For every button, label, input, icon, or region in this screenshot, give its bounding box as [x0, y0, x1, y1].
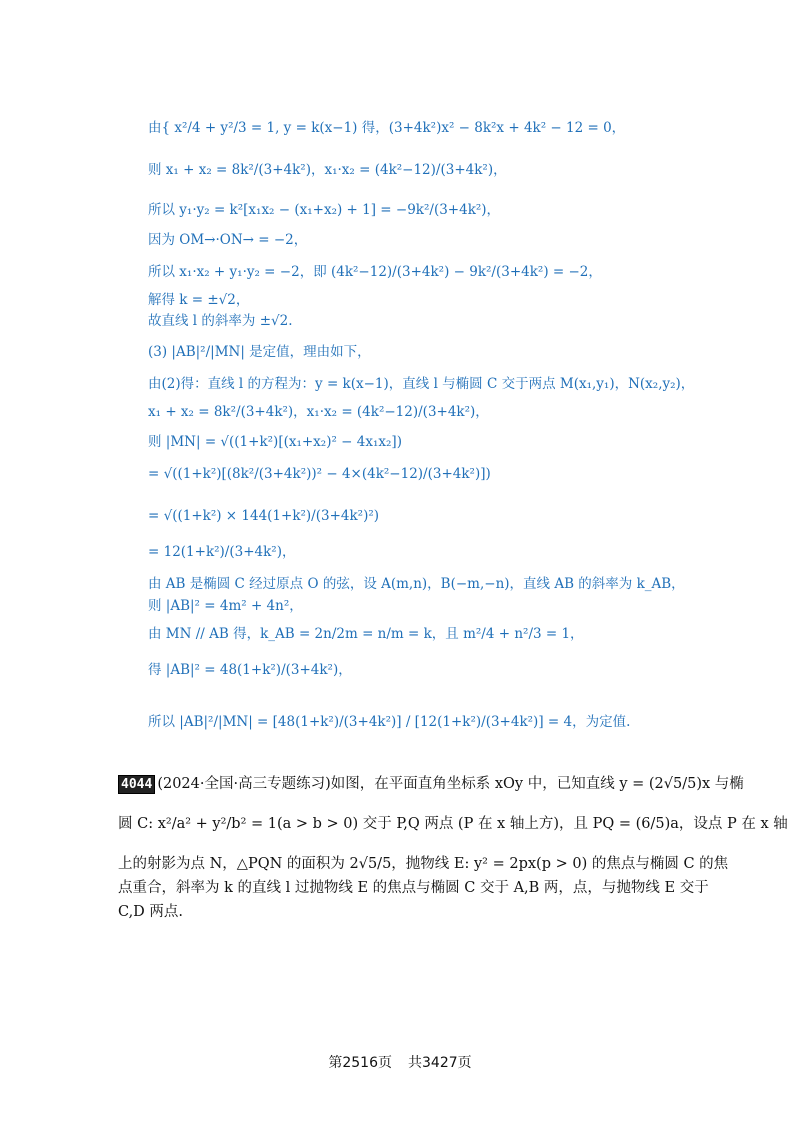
- solution-line: 解得 k = ±√2，: [148, 292, 250, 308]
- total-pages: 共3427页: [408, 1055, 472, 1071]
- solution-line: 故直线 l 的斜率为 ±√2.: [148, 313, 293, 329]
- problem-line: 点重合，斜率为 k 的直线 l 过抛物线 E 的焦点与椭圆 C 交于 A,B 两，点，与抛物线 E 交于: [118, 880, 709, 896]
- solution-line: = 12(1+k²)/(3+4k²)，: [148, 544, 296, 560]
- solution-line: 由(2)得：直线 l 的方程为：y = k(x−1)，直线 l 与椭圆 C 交于两点 M(x₁,y₁)，N(x₂,y₂)，: [148, 376, 695, 392]
- solution-line: 则 x₁ + x₂ = 8k²/(3+4k²)，x₁·x₂ = (4k²−12)/(3+4k²)，: [148, 162, 507, 178]
- solution-line: 由{ x²/4 + y²/3 = 1, y = k(x−1) 得，(3+4k²)x² − 8k²x + 4k² − 12 = 0，: [148, 120, 626, 136]
- problem-line: [118, 772, 744, 796]
- solution-line: = √((1+k²)[(8k²/(3+4k²))² − 4×(4k²−12)/(3+4k²)]): [148, 466, 491, 482]
- solution-line: x₁ + x₂ = 8k²/(3+4k²)，x₁·x₂ = (4k²−12)/(3+4k²)，: [148, 404, 489, 420]
- solution-line: 由 MN // AB 得，k_AB = 2n/2m = n/m = k，且 m²/4 + n²/3 = 1，: [148, 626, 584, 642]
- problem-line: C,D 两点.: [118, 904, 184, 920]
- solution-line: (3) |AB|²/|MN| 是定值，理由如下，: [148, 344, 371, 360]
- solution-line: 则 |AB|² = 4m² + 4n²，: [148, 598, 303, 614]
- solution-line: 所以 y₁·y₂ = k²[x₁x₂ − (x₁+x₂) + 1] = −9k²/(3+4k²)，: [148, 202, 501, 218]
- problem-line: 圆 C: x²/a² + y²/b² = 1(a > b > 0) 交于 P,Q 两点 (P 在 x 轴上方)，且 PQ = (6/5)a，设点 P 在 x 轴: [118, 816, 788, 832]
- problem-line: 上的射影为点 N，△PQN 的面积为 2√5/5，抛物线 E: y² = 2px(p > 0) 的焦点与椭圆 C 的焦: [118, 856, 729, 872]
- solution-line: 所以 |AB|²/|MN| = [48(1+k²)/(3+4k²)] / [12(1+k²)/(3+4k²)] = 4，为定值.: [148, 714, 631, 730]
- page-number: 第2516页: [328, 1055, 392, 1071]
- problem-line-text: (2024·全国·高三专题练习)如图，在平面直角坐标系 xOy 中，已知直线 y = (2√5/5)x 与椭: [157, 776, 744, 792]
- solution-line: 由 AB 是椭圆 C 经过原点 O 的弦，设 A(m,n)，B(−m,−n)，直线 AB 的斜率为 k_AB，: [148, 576, 685, 592]
- solution-line: 因为 OM→·ON→ = −2，: [148, 232, 308, 248]
- solution-line: 得 |AB|² = 48(1+k²)/(3+4k²)，: [148, 662, 352, 678]
- solution-line: 则 |MN| = √((1+k²)[(x₁+x₂)² − 4x₁x₂]): [148, 434, 402, 450]
- problem-number-badge: 4044: [118, 775, 155, 794]
- solution-line: 所以 x₁·x₂ + y₁·y₂ = −2，即 (4k²−12)/(3+4k²) − 9k²/(3+4k²) = −2，: [148, 264, 602, 280]
- solution-line: = √((1+k²) × 144(1+k²)/(3+4k²)²): [148, 508, 380, 524]
- page-footer: [0, 1052, 800, 1072]
